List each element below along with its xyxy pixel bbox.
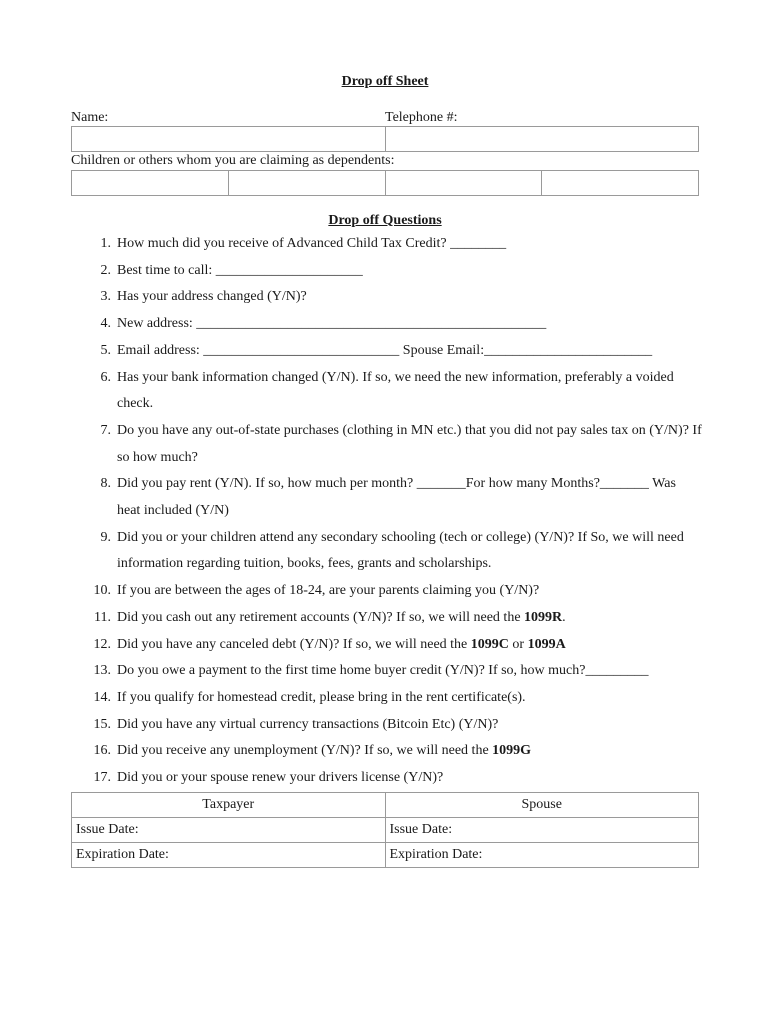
question-number: 10. — [93, 583, 111, 599]
question-number: 3. — [100, 289, 111, 305]
question-number: 1. — [100, 236, 111, 251]
dependents-label: Children or others whom you are claiming as dependents: — [71, 153, 395, 168]
list-item — [0, 365, 702, 418]
question-text-part: New address: __________________________________________________ — [117, 316, 547, 332]
question-text-part: Email address: ____________________________ Spouse Email:________________________ — [117, 342, 653, 358]
taxpayer-header: Taxpayer — [72, 793, 386, 818]
list-item — [0, 605, 702, 632]
question-number: 17. — [93, 770, 111, 786]
question-text — [117, 583, 539, 598]
question-text-part: Has your bank information changed (Y/N). If so, we need the new information, preferably a voided check. — [117, 369, 674, 412]
question-text-part: Has your address changed (Y/N)? — [117, 289, 307, 305]
question-text-part: How much did you receive of Advanced Child Tax Credit? ________ — [117, 236, 507, 251]
question-text — [117, 530, 684, 572]
question-text — [117, 637, 566, 652]
question-number: 9. — [100, 529, 111, 545]
question-text-part: Best time to call: _____________________ — [117, 262, 363, 278]
list-item — [0, 231, 702, 258]
question-text — [117, 717, 498, 732]
list-item — [0, 471, 702, 524]
question-text-part: Did you or your children attend any secondary schooling (tech or college) (Y/N)? If So, we will need information regarding tuition, books, fees, grants and scholarships. — [117, 529, 684, 572]
question-text — [117, 423, 702, 465]
question-number: 16. — [93, 743, 111, 759]
page-title: Drop off Sheet — [341, 74, 429, 89]
taxpayer-issue-date[interactable]: Issue Date: — [72, 818, 386, 843]
question-number: 14. — [93, 689, 111, 705]
dependent-field-2[interactable] — [229, 171, 386, 195]
dependents-fields — [71, 170, 699, 196]
question-number: 7. — [100, 422, 111, 438]
question-text — [117, 743, 531, 758]
list-item — [0, 338, 702, 365]
telephone-field[interactable] — [386, 127, 699, 151]
taxpayer-expiration-date[interactable]: Expiration Date: — [72, 843, 386, 868]
question-text-part: Do you owe a payment to the first time home buyer credit (Y/N)? If so, how much?_________ — [117, 663, 649, 679]
list-item — [0, 418, 702, 471]
question-text-part: Did you have any canceled debt (Y/N)? If so, we will need the — [117, 636, 471, 652]
question-text — [117, 316, 546, 331]
list-item — [0, 685, 702, 712]
list-item — [0, 712, 702, 739]
telephone-label: Telephone #: — [385, 110, 458, 125]
question-number: 11. — [94, 609, 111, 625]
question-text-part: Did you or your spouse renew your drivers license (Y/N)? — [117, 770, 444, 786]
dependent-field-1[interactable] — [72, 171, 229, 195]
list-item — [0, 658, 702, 685]
form-number: 1099C — [470, 636, 509, 652]
table-header-row — [72, 793, 699, 818]
license-table — [71, 792, 699, 868]
questions-list — [0, 231, 770, 792]
spouse-header: Spouse — [385, 793, 699, 818]
question-text — [117, 610, 566, 625]
list-item — [0, 578, 702, 605]
question-text-part: If you are between the ages of 18-24, are your parents claiming you (Y/N)? — [117, 583, 540, 599]
name-phone-fields — [71, 126, 699, 152]
question-text — [117, 236, 506, 251]
question-text-part: If you qualify for homestead credit, please bring in the rent certificate(s). — [117, 689, 526, 705]
question-number: 2. — [100, 262, 111, 278]
list-item — [0, 765, 702, 792]
questions-title: Drop off Questions — [328, 213, 442, 228]
name-field[interactable] — [72, 127, 386, 151]
question-text — [117, 289, 307, 304]
question-text-part: Do you have any out-of-state purchases (clothing in MN etc.) that you did not pay sales tax on (Y/N)? If so how much? — [117, 422, 702, 465]
list-item — [0, 632, 702, 659]
table-row — [72, 843, 699, 868]
question-text — [117, 663, 648, 678]
question-text — [117, 690, 526, 705]
table-row — [72, 818, 699, 843]
spouse-expiration-date[interactable]: Expiration Date: — [385, 843, 699, 868]
form-number: 1099G — [492, 743, 532, 759]
list-item — [0, 311, 702, 338]
question-number: 15. — [93, 716, 111, 732]
question-number: 5. — [100, 342, 111, 358]
dependent-field-3[interactable] — [386, 171, 543, 195]
name-label: Name: — [71, 110, 109, 125]
question-text-part: or — [508, 636, 528, 652]
form-number: 1099R — [524, 609, 563, 625]
list-item — [0, 258, 702, 285]
dependent-field-4[interactable] — [542, 171, 698, 195]
question-text — [117, 770, 443, 785]
question-text — [117, 370, 674, 412]
question-number: 13. — [93, 663, 111, 679]
question-text-part: Did you receive any unemployment (Y/N)? If so, we will need the — [117, 743, 493, 759]
spouse-issue-date[interactable]: Issue Date: — [385, 818, 699, 843]
list-item — [0, 525, 702, 578]
question-text-part: Did you have any virtual currency transactions (Bitcoin Etc) (Y/N)? — [117, 716, 499, 732]
question-text-part: Did you pay rent (Y/N). If so, how much per month? _______For how many Months?_______ Was heat included (Y/N) — [117, 476, 676, 519]
question-number: 4. — [100, 316, 111, 332]
question-text-part: Did you cash out any retirement accounts (Y/N)? If so, we will need the — [117, 609, 525, 625]
question-text-part: . — [562, 609, 566, 625]
question-number: 12. — [93, 636, 111, 652]
question-text — [117, 263, 363, 278]
question-number: 6. — [100, 369, 111, 385]
list-item — [0, 284, 702, 311]
form-number: 1099A — [527, 636, 566, 652]
question-text — [117, 476, 676, 518]
list-item — [0, 738, 702, 765]
question-number: 8. — [100, 476, 111, 492]
question-text — [117, 343, 652, 358]
